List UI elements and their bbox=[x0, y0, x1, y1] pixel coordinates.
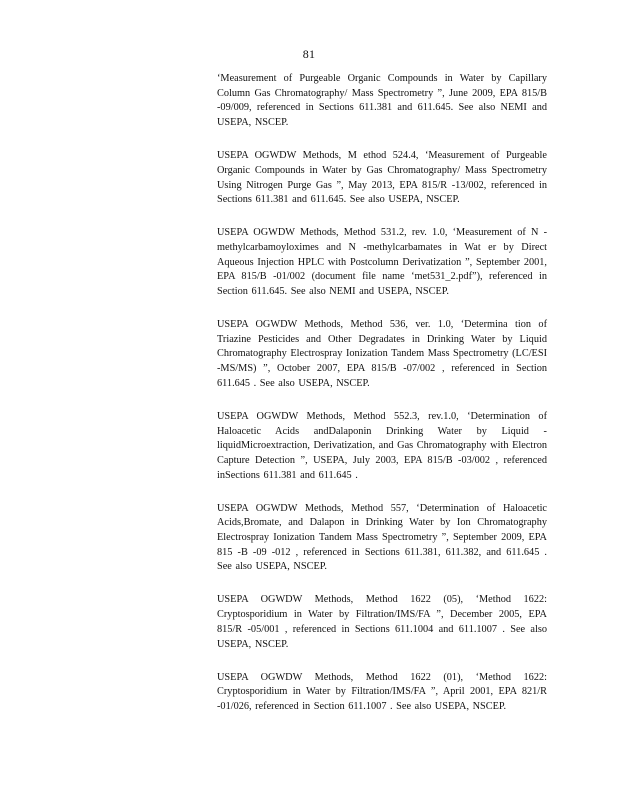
reference-entry: USEPA OGWDW Methods, Method 557, ‘Determination of Haloacetic Acids,Bromate, and Dalapon in Drinking Water by Ion Chromatography Electrospray Ionization Tandem Mass Spectrometry ”, September 2009, EPA 815 -B -09 -012 , referenced in Sections 611.381, 611.382, and 611.645 . See also USEPA, NSCEP. bbox=[217, 502, 547, 573]
reference-entry: USEPA OGWDW Methods, M ethod 524.4, ‘Measurement of Purgeable Organic Compounds in Water by Gas Chromatography/ Mass Spectrometry Using Nitrogen Purge Gas ”, May 2013, EPA 815/R -13/002, referenced in Sections 611.381 and 611.645. See also USEPA, NSCEP. bbox=[217, 150, 547, 206]
reference-entry: USEPA OGWDW Methods, Method 531.2, rev. 1.0, ‘Measurement of N -methylcarbamoyloximes and N -methylcarbamates in Wat er by Direct Aqueous Injection HPLC with Postcolumn Derivatization ”, September 2001, EPA 815/B -01/002 (document file name ‘met531_2.pdf”), referenced in Section 611.645. See also NEMI and USEPA, NSCEP. bbox=[217, 227, 547, 298]
reference-entry: USEPA OGWDW Methods, Method 1622 (05), ‘Method 1622: Cryptosporidium in Water by Filtration/IMS/FA ”, December 2005, EPA 815/R -05/001 , referenced in Sections 611.1004 and 611.1007 . See also USEPA, NSCEP. bbox=[217, 594, 547, 650]
reference-entry: USEPA OGWDW Methods, Method 1622 (01), ‘Method 1622: Cryptosporidium in Water by Filtration/IMS/FA ”, April 2001, EPA 821/R -01/026, referenced in Section 611.1007 . See also USEPA, NSCEP. bbox=[217, 671, 547, 712]
page-number: 81 bbox=[302, 47, 316, 61]
reference-list bbox=[217, 72, 547, 733]
reference-entry: ‘Measurement of Purgeable Organic Compounds in Water by Capillary Column Gas Chromatography/ Mass Spectrometry ”, June 2009, EPA 815/B -09/009, referenced in Sections 611.381 and 611.645. See also NEMI and USEPA, NSCEP. bbox=[217, 73, 547, 129]
reference-entry: USEPA OGWDW Methods, Method 536, ver. 1.0, ‘Determina tion of Triazine Pesticides and Other Degradates in Drinking Water by Liquid Chromatography Electrospray Ionization Tandem Mass Spectrometry (LC/ESI -MS/MS) ”, October 2007, EPA 815/B -07/002 , referenced in Section 611.645 . See also USEPA, NSCEP. bbox=[217, 319, 547, 389]
reference-entry: USEPA OGWDW Methods, Method 552.3, rev.1.0, ‘Determination of Haloacetic Acids andDalaponin Drinking Water by Liquid -liquidMicroextraction, Derivatization, and Gas Chromatography with Electron Capture Detection ”, USEPA, July 2003, EPA 815/B -03/002 , referenced inSections 611.381 and 611.645 . bbox=[217, 410, 547, 481]
